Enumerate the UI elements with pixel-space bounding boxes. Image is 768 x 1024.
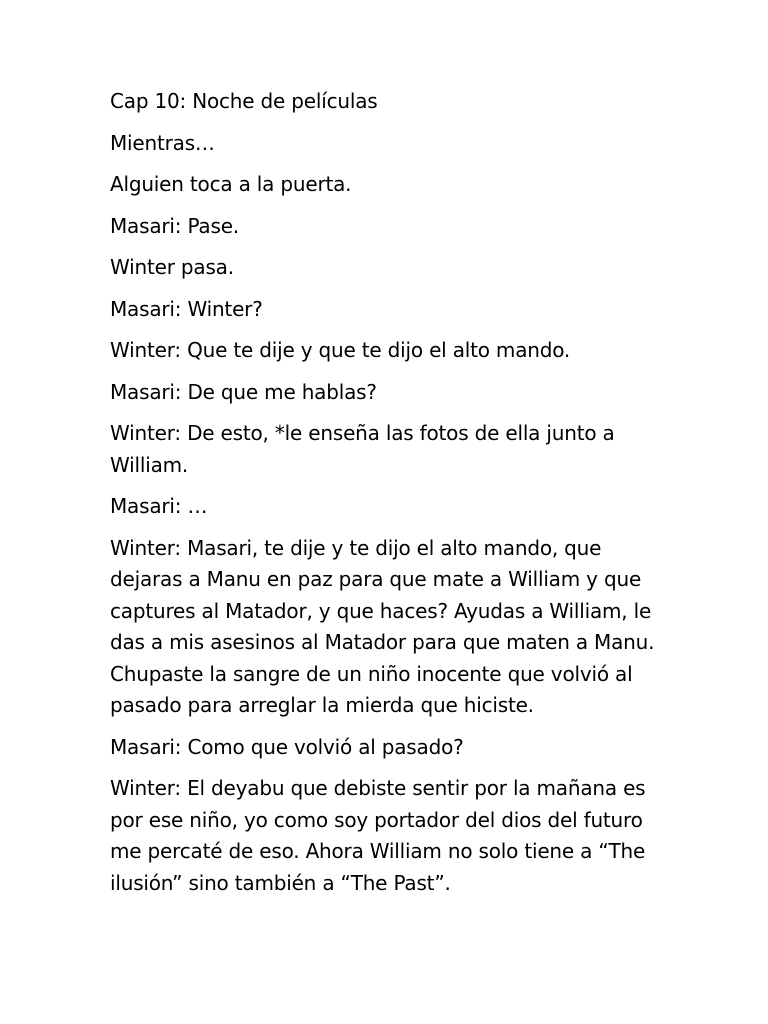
paragraph: Winter: De esto, *le enseña las fotos de ella junto a William. [110, 421, 615, 477]
paragraph: Alguien toca a la puerta. [110, 172, 352, 196]
paragraph: Masari: Pase. [110, 213, 239, 238]
paragraph: Masari: Como que volvió al pasado? [110, 734, 464, 759]
paragraph: Masari: Winter? [110, 296, 263, 321]
paragraph: Winter: Masari, te dije y te dijo el alto mando, que dejaras a Manu en paz para que mate a William y que captures al Matador, y que haces? Ayudas a William, le das a mis asesinos al Matador para que maten a Manu. Chupaste la sangre de un niño inocente que volvió al pasado para arreglar la mierda que hiciste. [110, 535, 655, 717]
paragraph: Winter pasa. [110, 255, 234, 279]
paragraph: Masari: … [110, 494, 208, 518]
document-body [110, 86, 655, 909]
paragraph: Winter: El deyabu que debiste sentir por la mañana es por ese niño, yo como soy portador del dios del futuro me percaté de eso. Ahora William no solo tiene a “The ilusión” sino también a “The Past”. [110, 776, 646, 895]
paragraph: Mientras… [110, 130, 215, 155]
paragraph: Masari: De que me hablas? [110, 379, 377, 404]
paragraph: Winter: Que te dije y que te dijo el alto mando. [110, 338, 571, 362]
chapter-title: Cap 10: Noche de películas [110, 89, 378, 113]
